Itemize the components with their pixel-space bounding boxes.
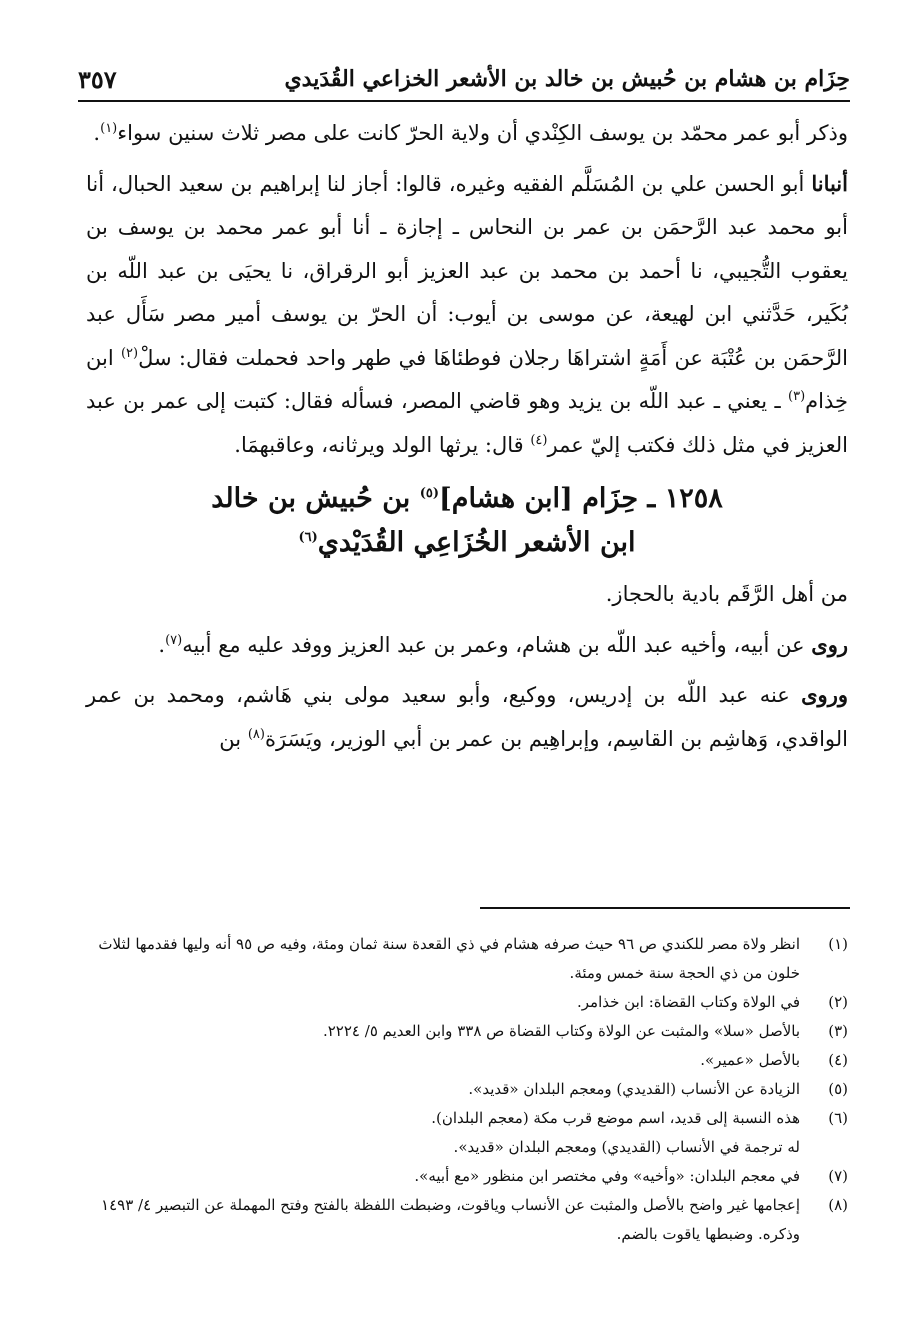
- main-text: [86, 112, 848, 767]
- page-number: ٣٥٧: [78, 64, 117, 94]
- paragraph: [86, 112, 848, 156]
- footnote: (٥) الزيادة عن الأنساب (القديدي) ومعجم البلدان «قديد».: [468, 1080, 848, 1098]
- lead-word: أنبانا: [811, 170, 848, 196]
- paragraph-text: وذكر أبو عمر محمّد بن يوسف الكِنْدي أن ولاية الحرّ كانت على مصر ثلاث سنين سواء: [117, 121, 848, 145]
- footnote-ref: (٥): [419, 486, 440, 501]
- footnote-ref: (١): [100, 121, 118, 136]
- paragraph-text: ابن خِذام: [86, 345, 848, 413]
- paragraph: [86, 573, 848, 617]
- lead-word: وروى: [801, 682, 848, 707]
- entry-heading: [86, 477, 848, 565]
- paragraph-text: عنه عبد اللّه بن إدريس، ووكيع، وأبو سعيد مولى بني هَاشم، ومحمد بن عمر الواقدي، وَهاشِم بن القاسِم، وإبراهِيم بن عمر بن أبي الوزير، ويَسَرَة: [86, 683, 848, 751]
- footnote: (٦) هذه النسبة إلى قديد، اسم موضع قرب مكة (معجم البلدان).: [431, 1109, 848, 1127]
- footnote-ref: (٦): [298, 530, 318, 545]
- footnote: (٨) إعجامها غير واضح بالأصل والمثبت عن الأنساب وياقوت، وضبطت اللفظة بالفتح وفتح المهملة عن التبصير ٤/ ١٤٩٣ وذكره. وضبطها ياقوت بالضم.: [101, 1196, 848, 1243]
- paragraph-text: عن أبيه، وأخيه عبد اللّه بن هشام، وعمر بن عبد العزيز ووفد عليه مع أبيه: [182, 632, 812, 657]
- footnote: (٧) في معجم البلدان: «وأخيه» وفي مختصر ابن منظور «مع أبيه».: [414, 1167, 848, 1185]
- entry-heading-line: ابن الأشعر الخُزَاعِي القُدَيْدي$^{(٦)}$: [298, 527, 636, 558]
- paragraph-text: أبو الحسن علي بن المُسَلَّم الفقيه وغيره، قالوا: أجاز لنا إبراهيم بن سعيد الحبال، أنا أبو محمد عبد الرَّحمَن بن عمر بن النحاس ـ إجازة ـ أنا أبو عمر محمد بن يوسف بن يعقوب التُّجيبي، نا أحمد بن محمد بن عبد العزيز أبو الرقراق، نا يحيَى بن عبد اللّه بن بُكَير، حَدَّثني ابن لهيعة، عن موسى بن أيوب: أن الحرّ بن يوسف أمير مصر سَأَل عبد الرَّحمَن بن عُتْبَة عن أَمَةٍ اشتراهَا رجلان فوطئاهَا في طهر واحد فحملت فقال: سلْ: [86, 171, 849, 370]
- footnotes: [86, 930, 848, 1249]
- paragraph-text: .: [93, 121, 101, 145]
- paragraph: [86, 673, 848, 761]
- footnote-divider: [480, 907, 850, 909]
- paragraph-text: قال: يرثها الولد ويرثانه، وعاقبهمَا.: [234, 432, 531, 457]
- lead-word: روى: [811, 631, 848, 657]
- footnote-ref: (٢): [120, 345, 139, 361]
- paragraph-text: من أهل الرَّقَم بادية بالحجاز.: [605, 582, 848, 606]
- footnote-continuation: له ترجمة في الأنساب (القديدي) ومعجم البلدان «قديد».: [453, 1138, 800, 1156]
- paragraph-text: .: [158, 632, 166, 657]
- paragraph-text: ـ يعني ـ عبد اللّه بن يزيد وهو قاضي المصر، فسأله فقال: كتبت إلى عمر بن عبد العزيز في مثل ذلك فكتب إليّ عمر: [86, 389, 848, 457]
- paragraph: [86, 623, 848, 668]
- entry-heading-line: ١٢٥٨ ـ حِزَام [ابن هشام]$^{(٥)}$ بن حُبيش بن خالد: [211, 483, 723, 514]
- footnote: (٢) في الولاة وكتاب القضاة: ابن خذامر.: [577, 993, 848, 1011]
- footnote: (٤) بالأصل «عمير».: [700, 1051, 848, 1069]
- footnote-ref: (٣): [788, 389, 806, 404]
- running-title: حِزَام بن هشام بن حُبيش بن خالد بن الأشعر الخزاعي القُدَيدي: [284, 66, 850, 92]
- paragraph: [86, 162, 848, 468]
- footnote: (٣) بالأصل «سلا» والمثبت عن الولاة وكتاب القضاة ص ٣٣٨ وابن العديم ٥/ ٢٢٢٤.: [322, 1022, 848, 1040]
- footnote: (١) انظر ولاة مصر للكندي ص ٩٦ حيث صرفه هشام في ذي القعدة سنة ثمان ومئة، وفيه ص ٩٥ أنه وليها فقدمها لثلاث خلون من ذي الحجة سنة خمس ومئة.: [98, 935, 848, 982]
- page-header: [78, 58, 850, 102]
- footnote-ref: (٤): [530, 432, 548, 448]
- footnote-ref: (٨): [247, 726, 265, 742]
- footnote-ref: (٧): [165, 632, 183, 648]
- paragraph-text: بن: [219, 726, 248, 751]
